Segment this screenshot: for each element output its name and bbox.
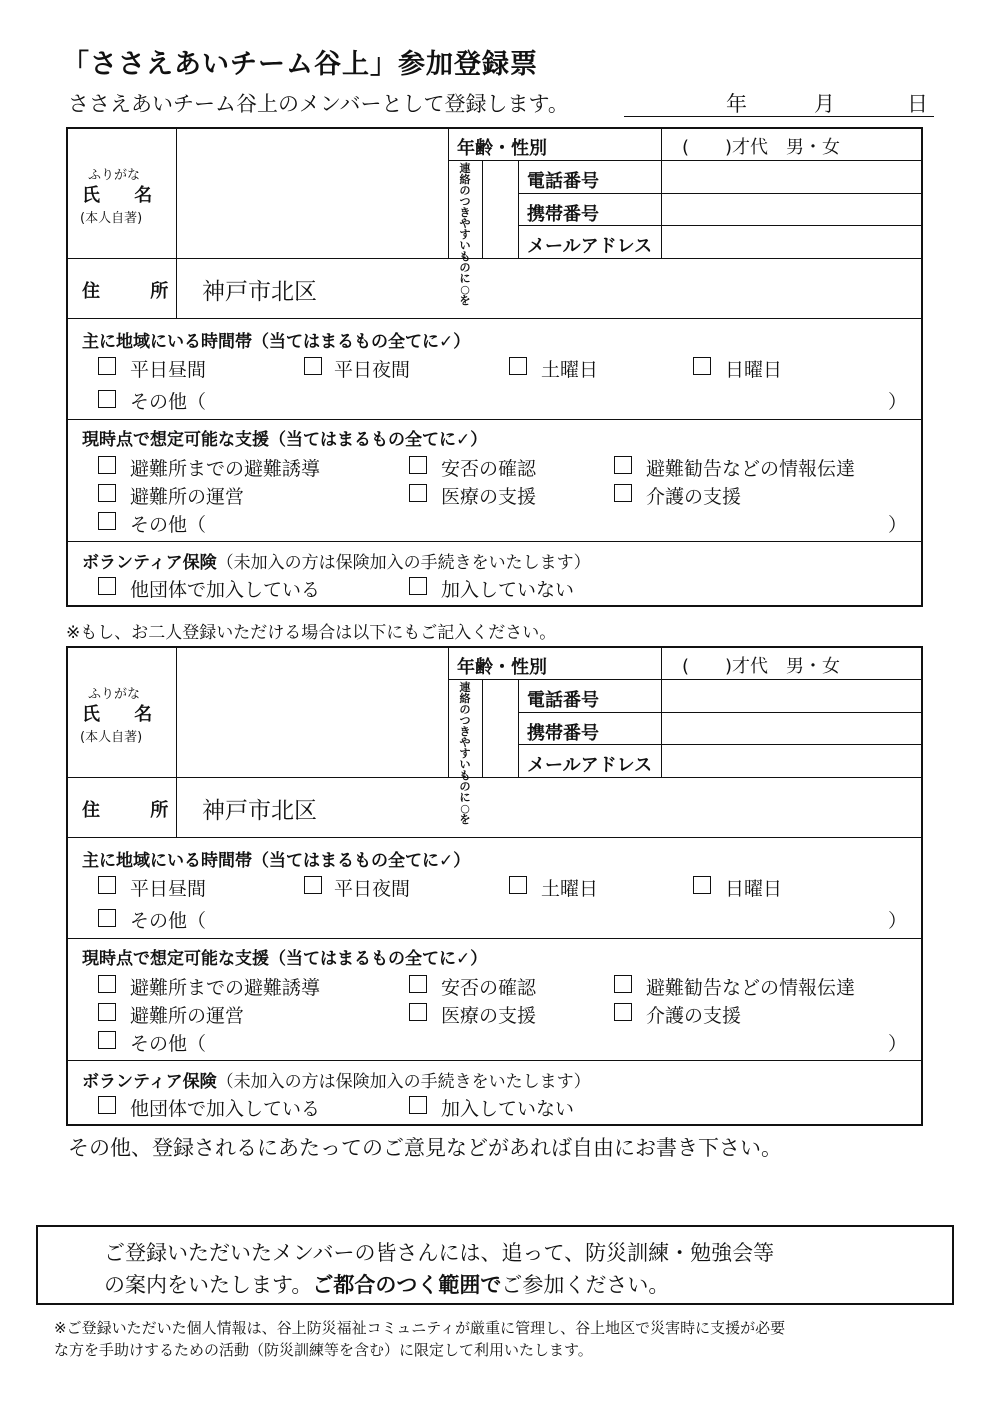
day-label: 日 [907, 92, 928, 116]
support-option-2: 避難勧告などの情報伝達 [646, 977, 856, 999]
comment-prompt: その他、登録されるにあたってのご意見などがあれば自由にお書き下さい。 [68, 1136, 782, 1160]
time-checkbox-1[interactable] [304, 876, 322, 894]
insurance-section-title: ボランティア保険（未加入の方は保険加入の手続きをいたします） [82, 1072, 591, 1092]
insurance-option-0: 他団体で加入している [130, 579, 321, 601]
support-option-5: 介護の支援 [646, 486, 742, 508]
insurance-checkbox-1[interactable] [409, 1096, 427, 1114]
time-option-2: 土曜日 [541, 878, 599, 900]
name-field[interactable] [178, 129, 446, 257]
email-field[interactable] [663, 227, 921, 257]
address-label: 住 所 [82, 281, 191, 302]
time-other-close: ） [888, 910, 908, 932]
email-label: メールアドレス [527, 236, 653, 257]
support-option-3: 避難所の運営 [130, 1005, 245, 1027]
time-checkbox-2[interactable] [509, 876, 527, 894]
notice-line-2: の案内をいたします。ご都合のつく範囲でご参加ください。 [104, 1273, 670, 1297]
furigana-label: ふりがな [88, 687, 141, 702]
phone-circle-cell[interactable] [484, 681, 517, 711]
address-field[interactable]: 神戸市北区 [202, 798, 317, 824]
notice-line-1: ご登録いただいたメンバーの皆さんには、追って、防災訓練・勉強会等 [104, 1241, 775, 1265]
phone-label: 電話番号 [527, 690, 599, 711]
email-circle-cell[interactable] [484, 227, 517, 257]
support-checkbox-2[interactable] [614, 975, 632, 993]
email-label: メールアドレス [527, 755, 653, 776]
month-label: 月 [814, 92, 835, 116]
support-checkbox-5[interactable] [614, 484, 632, 502]
support-option-5: 介護の支援 [646, 1005, 742, 1027]
time-checkbox-3[interactable] [693, 357, 711, 375]
phone-field[interactable] [663, 681, 921, 711]
time-section-title: 主に地域にいる時間帯（当てはまるもの全てに✓） [82, 332, 471, 352]
notice-box [36, 1225, 954, 1305]
support-other-close: ） [888, 1033, 908, 1055]
time-option-2: 土曜日 [541, 359, 599, 381]
time-other-checkbox[interactable] [98, 390, 116, 408]
mobile-circle-cell[interactable] [484, 714, 517, 743]
support-other-checkbox[interactable] [98, 512, 116, 530]
support-checkbox-0[interactable] [98, 456, 116, 474]
form-title: 「ささえあいチーム谷上」参加登録票 [62, 49, 538, 80]
mobile-label: 携帯番号 [527, 204, 599, 225]
support-option-3: 避難所の運営 [130, 486, 245, 508]
support-checkbox-1[interactable] [409, 456, 427, 474]
insurance-section-title: ボランティア保険（未加入の方は保険加入の手続きをいたします） [82, 553, 591, 573]
contact-instruction: 連絡のつきやすいものに○を [459, 162, 471, 307]
age-gender-label: 年齢・性別 [457, 657, 547, 678]
self-sign-label: (本人自著) [80, 730, 143, 745]
privacy-footnote: ※ご登録いただいた個人情報は、谷上防災福祉コミュニティが厳重に管理し、谷上地区で災害時に支援が必要 な方を手助けするための活動（防災訓練等を含む）に限定して利用いたします。 [54, 1319, 786, 1359]
insurance-option-0: 他団体で加入している [130, 1098, 321, 1120]
time-option-0: 平日昼間 [130, 359, 207, 381]
contact-instruction: 連絡のつきやすいものに○を [459, 681, 471, 826]
mobile-field[interactable] [663, 714, 921, 743]
support-checkbox-2[interactable] [614, 456, 632, 474]
phone-field[interactable] [663, 162, 921, 192]
support-checkbox-3[interactable] [98, 484, 116, 502]
support-option-4: 医療の支援 [441, 1005, 537, 1027]
time-option-3: 日曜日 [725, 359, 783, 381]
support-option-4: 医療の支援 [441, 486, 537, 508]
address-field[interactable]: 神戸市北区 [202, 279, 317, 305]
time-option-1: 平日夜間 [334, 359, 411, 381]
time-checkbox-0[interactable] [98, 357, 116, 375]
time-section-title: 主に地域にいる時間帯（当てはまるもの全てに✓） [82, 851, 471, 871]
year-label: 年 [726, 92, 747, 116]
registration-block-1 [66, 127, 923, 607]
intro-text: ささえあいチーム谷上のメンバーとして登録します。 [68, 92, 569, 116]
support-option-0: 避難所までの避難誘導 [130, 977, 321, 999]
support-option-2: 避難勧告などの情報伝達 [646, 458, 856, 480]
time-other-label: その他（ [130, 910, 207, 932]
mobile-circle-cell[interactable] [484, 195, 517, 224]
name-label: 氏 名 [82, 185, 167, 206]
support-other-close: ） [888, 514, 908, 536]
age-gender-value[interactable]: ( )才代 男・女 [682, 137, 841, 158]
age-gender-label: 年齢・性別 [457, 138, 547, 159]
email-field[interactable] [663, 746, 921, 776]
registration-block-2 [66, 646, 923, 1126]
time-checkbox-2[interactable] [509, 357, 527, 375]
support-checkbox-3[interactable] [98, 1003, 116, 1021]
support-other-label: その他（ [130, 1033, 207, 1055]
date-line[interactable] [624, 86, 934, 117]
time-other-checkbox[interactable] [98, 909, 116, 927]
support-other-checkbox[interactable] [98, 1031, 116, 1049]
support-checkbox-5[interactable] [614, 1003, 632, 1021]
support-option-1: 安否の確認 [441, 977, 537, 999]
time-option-0: 平日昼間 [130, 878, 207, 900]
support-section-title: 現時点で想定可能な支援（当てはまるもの全てに✓） [82, 949, 488, 969]
time-checkbox-1[interactable] [304, 357, 322, 375]
insurance-option-1: 加入していない [441, 1098, 575, 1120]
support-section-title: 現時点で想定可能な支援（当てはまるもの全てに✓） [82, 430, 488, 450]
second-person-note: ※もし、お二人登録いただける場合は以下にもご記入ください。 [66, 623, 557, 643]
time-checkbox-0[interactable] [98, 876, 116, 894]
support-option-1: 安否の確認 [441, 458, 537, 480]
insurance-checkbox-0[interactable] [98, 577, 116, 595]
mobile-label: 携帯番号 [527, 723, 599, 744]
time-other-close: ） [888, 391, 908, 413]
address-label: 住 所 [82, 800, 191, 821]
self-sign-label: (本人自著) [80, 211, 143, 226]
phone-label: 電話番号 [527, 171, 599, 192]
age-gender-value[interactable]: ( )才代 男・女 [682, 656, 841, 677]
time-option-1: 平日夜間 [334, 878, 411, 900]
support-checkbox-4[interactable] [409, 1003, 427, 1021]
time-checkbox-3[interactable] [693, 876, 711, 894]
time-option-3: 日曜日 [725, 878, 783, 900]
furigana-label: ふりがな [88, 168, 141, 183]
time-other-label: その他（ [130, 391, 207, 413]
support-option-0: 避難所までの避難誘導 [130, 458, 321, 480]
phone-circle-cell[interactable] [484, 162, 517, 192]
name-label: 氏 名 [82, 704, 167, 725]
email-circle-cell[interactable] [484, 746, 517, 776]
mobile-field[interactable] [663, 195, 921, 224]
insurance-option-1: 加入していない [441, 579, 575, 601]
name-field[interactable] [178, 648, 446, 776]
support-checkbox-0[interactable] [98, 975, 116, 993]
support-checkbox-4[interactable] [409, 484, 427, 502]
insurance-checkbox-0[interactable] [98, 1096, 116, 1114]
insurance-checkbox-1[interactable] [409, 577, 427, 595]
support-checkbox-1[interactable] [409, 975, 427, 993]
support-other-label: その他（ [130, 514, 207, 536]
